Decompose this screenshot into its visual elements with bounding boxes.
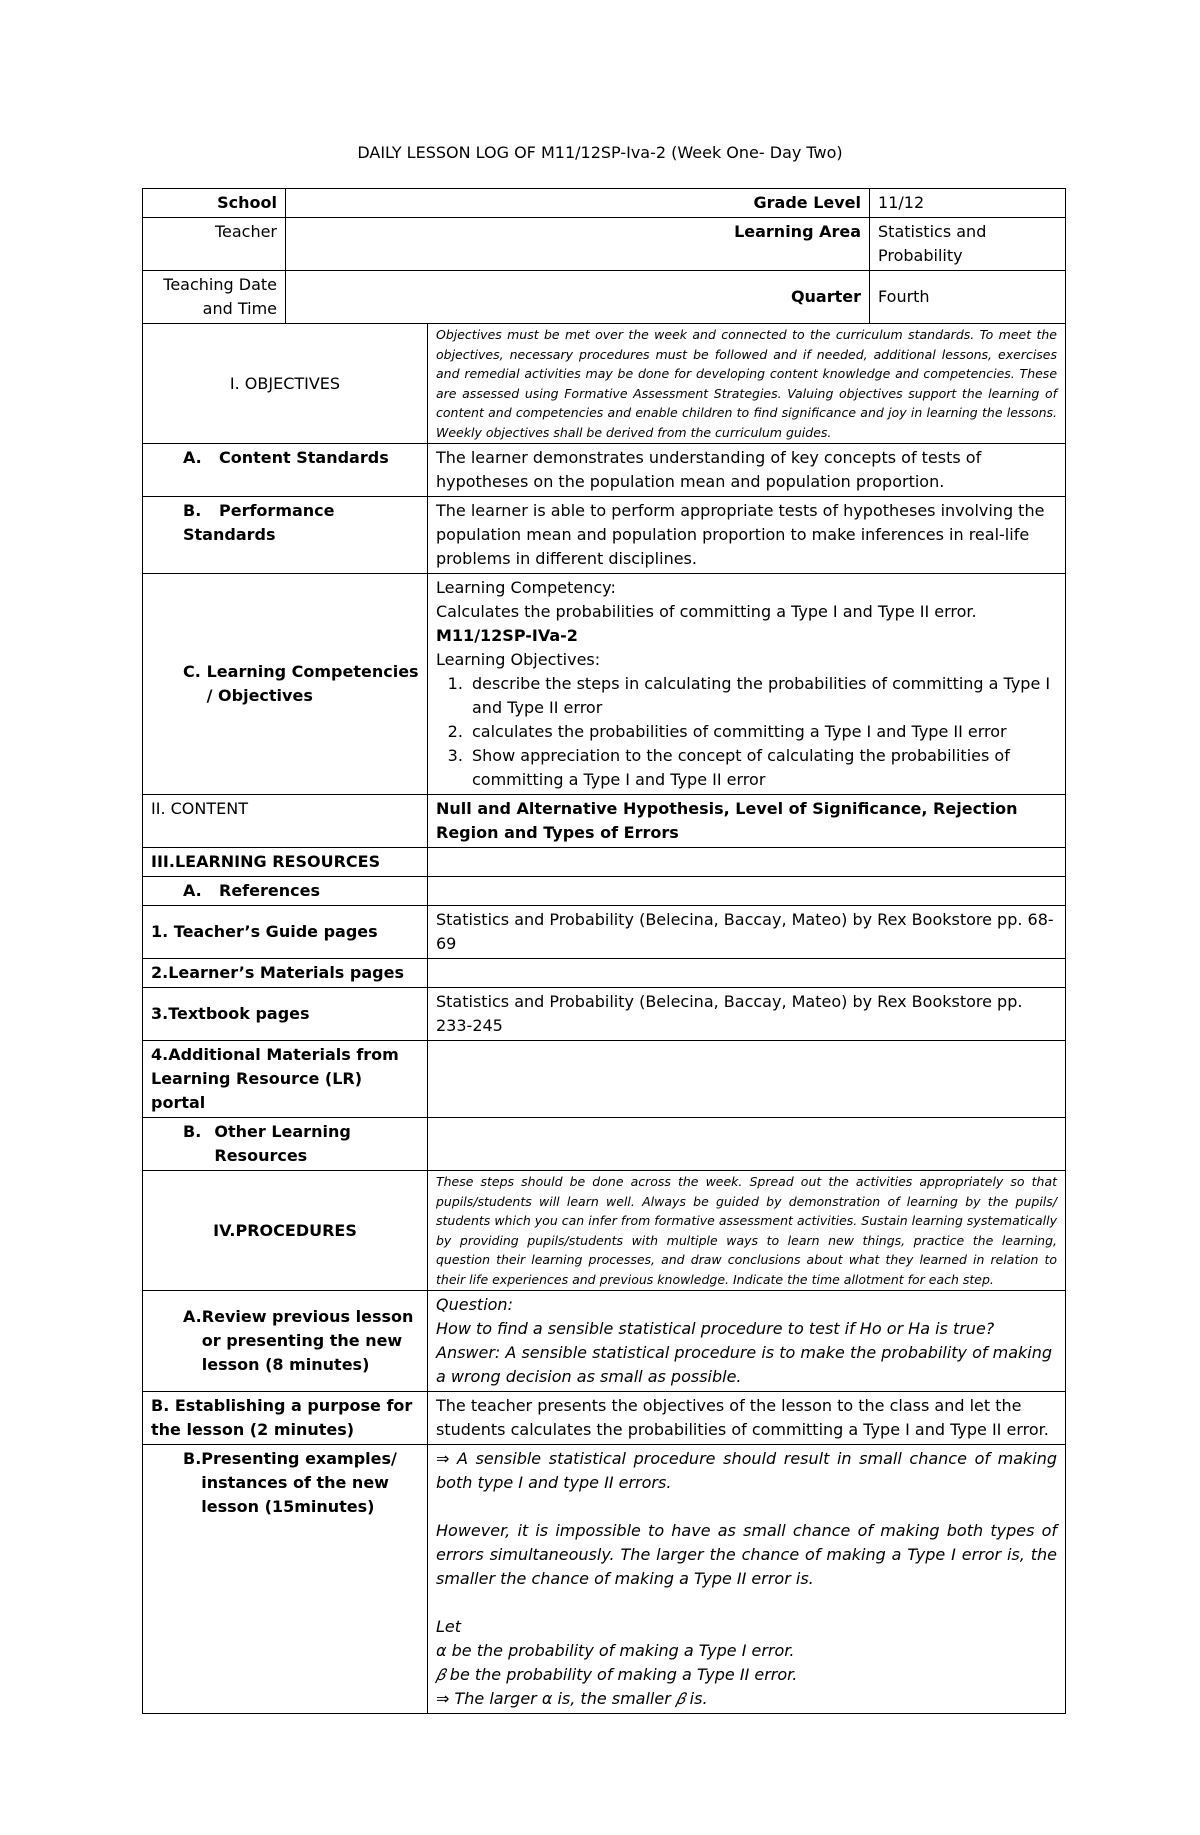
examples-let: Let — [436, 1617, 462, 1636]
learners-materials-label: 2.Learner’s Materials pages — [143, 959, 428, 988]
objectives-label: I. OBJECTIVES — [143, 324, 428, 444]
references-label: A. References — [143, 877, 428, 906]
additional-materials-label: 4.Additional Materials from Learning Resource (LR) portal — [143, 1041, 428, 1118]
learning-resources-value — [428, 848, 1066, 877]
review-lesson-value — [428, 1291, 1066, 1392]
learning-area-label: Learning Area — [286, 218, 870, 271]
teachers-guide-label: 1. Teacher’s Guide pages — [143, 906, 428, 959]
content-standards-label: A. Content Standards — [143, 444, 428, 497]
presenting-examples-label: B. Presenting examples/ instances of the new lesson (15minutes) — [143, 1445, 428, 1714]
review-question: How to find a sensible statistical procedure to test if Ho or Ha is true? — [436, 1319, 995, 1338]
competency-text: Calculates the probabilities of committing a Type I and Type II error. — [436, 602, 977, 621]
grade-level-value: 11/12 — [870, 189, 1066, 218]
content-standards-value: The learner demonstrates understanding of key concepts of tests of hypotheses on the population mean and population proportion. — [428, 444, 1066, 497]
quarter-label: Quarter — [286, 271, 870, 324]
references-value — [428, 877, 1066, 906]
examples-beta: 𝛽 be the probability of making a Type II error. — [436, 1665, 798, 1684]
examples-implies: ⇒ The larger α is, the smaller 𝛽 is. — [436, 1689, 708, 1708]
school-label: School — [143, 189, 286, 218]
purpose-value: The teacher presents the objectives of the lesson to the class and let the students calculates the probabilities of committing a Type I and Type II error. — [428, 1392, 1066, 1445]
performance-standards-value: The learner is able to perform appropriate tests of hypotheses involving the population mean and population proportion to make inferences in real-life problems in different disciplines. — [428, 497, 1066, 574]
learning-objectives-heading: Learning Objectives: — [436, 650, 601, 669]
grade-level-label: Grade Level — [286, 189, 870, 218]
procedures-note: These steps should be done across the week. Spread out the activities appropriately so that pupils/students will learn well. Always be guided by demonstration of learning by the pupils/ students which you can infer from formative assessment activities. Sustain learning systematically by providing pupils/students with multiple ways to learn new things, practice the learning, question their learning processes, and draw conclusions about what they learned in relation to their life experiences and previous knowledge. Indicate the time allotment for each step. — [428, 1171, 1066, 1291]
purpose-label: B. Establishing a purpose for the lesson (2 minutes) — [143, 1392, 428, 1445]
learning-competencies-value — [428, 574, 1066, 795]
learning-competencies-label: C. Learning Competencies / Objectives — [143, 574, 428, 795]
textbook-pages-value: Statistics and Probability (Belecina, Baccay, Mateo) by Rex Bookstore pp. 233-245 — [428, 988, 1066, 1041]
teaching-date-label: Teaching Date and Time — [143, 271, 286, 324]
learning-area-value: Statistics and Probability — [870, 218, 1066, 271]
objectives-note: Objectives must be met over the week and connected to the curriculum standards. To meet the objectives, necessary procedures must be followed and if needed, additional lessons, exercises and remedial activities may be done for developing content knowledge and competencies. These are assessed using Formative Assessment Strategies. Valuing objectives support the learning of content and competencies and enable children to find significance and joy in learning the lessons. Weekly objectives shall be derived from the curriculum guides. — [428, 324, 1066, 444]
learning-resources-label: III.LEARNING RESOURCES — [143, 848, 428, 877]
review-answer: Answer: A sensible statistical procedure is to make the probability of making a wrong decision as small as possible. — [436, 1343, 1053, 1386]
examples-alpha: α be the probability of making a Type I error. — [436, 1641, 795, 1660]
competency-heading: Learning Competency: — [436, 578, 616, 597]
other-resources-value — [428, 1118, 1066, 1171]
content-label: II. CONTENT — [143, 795, 428, 848]
additional-materials-value — [428, 1041, 1066, 1118]
teachers-guide-value: Statistics and Probability (Belecina, Baccay, Mateo) by Rex Bookstore pp. 68-69 — [428, 906, 1066, 959]
performance-standards-label: B. Performance Standards — [143, 497, 428, 574]
examples-paragraph-1: ⇒ A sensible statistical procedure should result in small chance of making both type I and type II errors. — [436, 1449, 1058, 1492]
competency-code: M11/12SP-IVa-2 — [436, 626, 578, 645]
list-item: 1. describe the steps in calculating the probabilities of committing a Type I and Type II error — [468, 672, 1057, 720]
learners-materials-value — [428, 959, 1066, 988]
page-title: DAILY LESSON LOG OF M11/12SP-Iva-2 (Week One- Day Two) — [357, 143, 843, 162]
list-item: 3. Show appreciation to the concept of calculating the probabilities of committing a Type I and Type II error — [468, 744, 1057, 792]
review-lesson-label: A. Review previous lesson or presenting the new lesson (8 minutes) — [143, 1291, 428, 1392]
other-resources-label: B. Other Learning Resources — [143, 1118, 428, 1171]
list-item: 2. calculates the probabilities of committing a Type I and Type II error — [468, 720, 1057, 744]
review-question-heading: Question: — [436, 1295, 513, 1314]
teacher-label: Teacher — [143, 218, 286, 271]
presenting-examples-value — [428, 1445, 1066, 1714]
lesson-log-table — [142, 188, 1066, 1714]
examples-paragraph-2: However, it is impossible to have as small chance of making both types of errors simultaneously. The larger the chance of making a Type I error is, the smaller the chance of making a Type II error is. — [436, 1521, 1058, 1588]
content-value: Null and Alternative Hypothesis, Level of Significance, Rejection Region and Types of Errors — [428, 795, 1066, 848]
learning-objectives-list — [436, 672, 1057, 792]
quarter-value: Fourth — [870, 271, 1066, 324]
textbook-pages-label: 3.Textbook pages — [143, 988, 428, 1041]
procedures-label: IV.PROCEDURES — [143, 1171, 428, 1291]
